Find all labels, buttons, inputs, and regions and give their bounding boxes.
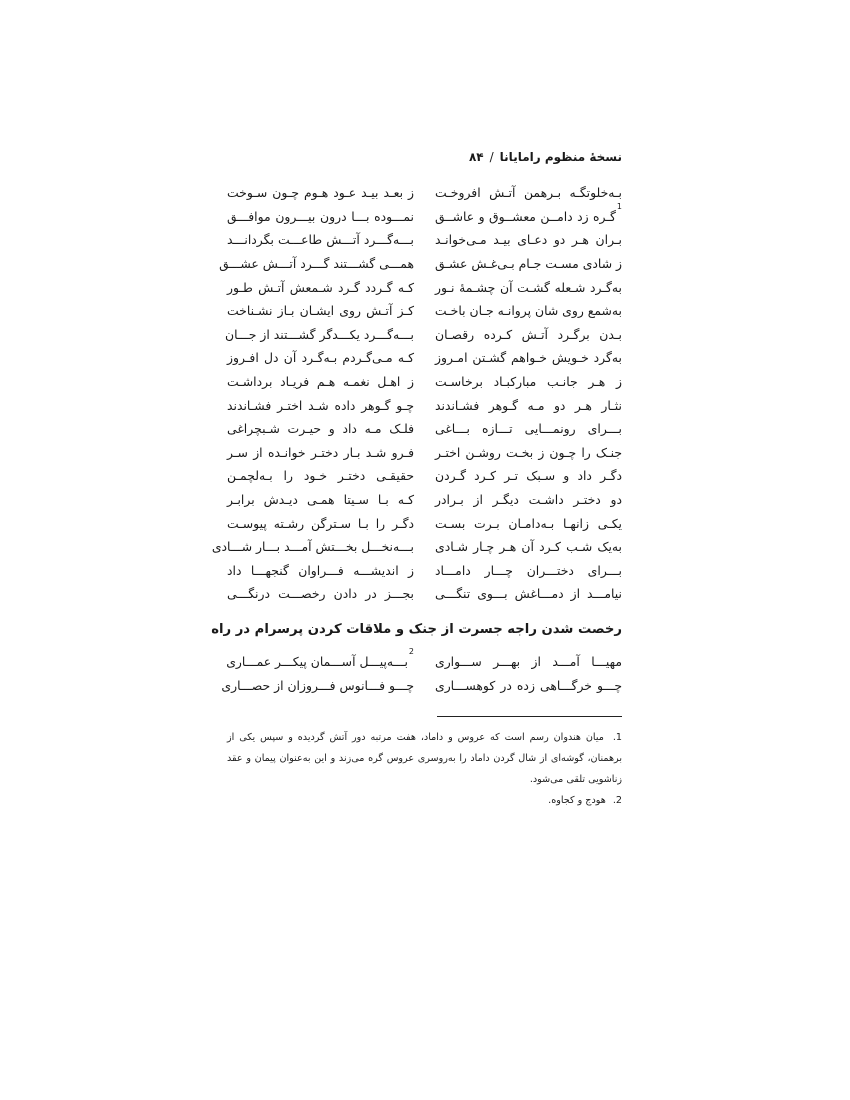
page-number: ۸۴ [468,150,484,164]
hemistich-left: همـــی گشـــتند گـــرد آتـــش عشـــق [219,256,414,272]
verse-block-2 [221,647,622,697]
couplet [227,393,622,417]
hemistich-left: ز اندیشـــه فـــراوان گنجهـــا داد [227,562,414,578]
hemistich-right: به‌گرد خـویش خـواهم گشـتن امـروز [435,350,622,366]
hemistich-right: مهیـــا آمـــد از بهـــر ســـواری [435,654,622,670]
hemistich-left: بـــه‌گـــرد یکـــدگر گشـــتند از جـــان [225,326,414,342]
hemistich-left: ز بعـد بیـد عـود هـوم چـون سـوخت [227,185,414,201]
hemistich-right: بـران هـر دو دعـای بیـد مـی‌خوانـد [435,232,622,248]
couplet [227,346,622,370]
hemistich-left: چـو گـوهر داده شـد اختـر فشـاندند [227,397,414,413]
hemistich-left: دگـر را بـا سـترگن رشـته پیوسـت [227,515,414,531]
couplet [227,228,622,252]
footnote-divider [437,716,622,717]
couplet [227,464,622,488]
hemistich-left: چـــو فـــانوس فـــروزان از حصـــاری [221,677,414,693]
hemistich-left [226,647,414,670]
hemistich-right: نیامـــد از دمـــاغش بـــوی تنگـــی [435,586,622,602]
hemistich-right: یکـی زانهـا بـه‌دامـان بـرت بسـت [435,515,622,531]
hemistich-right: بـه‌خلوتگـه بـرهمن آتـش افروخـت [435,185,622,201]
couplet [221,674,622,698]
footnote-text: میان هندوان رسم است که عروس و داماد، هفت مرتبه دور آتش گردیده و سپس یکی از برهمنان، گوشه‌ای از شال گردن داماد را به‌روسری عروس گره می‌زند و این به‌عنوان پیمان و عقد زناشویی تلقی می‌شود. [227,732,622,785]
hemistich-left: کـه بـا سـیتا همـی دیـدش برابـر [227,492,414,508]
hemistich-right: به‌شمع روی شان پروانـه جـان باخـت [434,303,622,319]
section-title: رخصت شدن راجه جسرت از جنک و ملاقات کردن پرسرام در راه [211,622,622,637]
couplet [227,441,622,465]
couplet [227,559,622,583]
couplet [227,275,622,299]
running-head [469,150,622,164]
hemistich-right: به‌یک شـب کـرد آن هـر چـار شـادی [435,539,622,555]
hemistich-right: دگـر داد و سـبک تـر کـرد گـردن [435,468,622,484]
footnote-text: هودج و کجاوه. [548,795,606,806]
couplet [227,181,622,205]
hemistich-left: نمـــوده بـــا درون بیـــرون موافـــق [227,208,414,224]
hemistich-right: ز شادی مسـت جـام بـی‌غـش عشـق [435,256,622,272]
footnote-ref: 1 [616,201,622,211]
hemistich-right: دو دختـر داشـت دیگـر از بـرادر [435,492,622,508]
hemistich-right: نثـار هـر دو مـه گـوهر فشـاندند [435,397,622,413]
hemistich-right [435,201,622,224]
footnote-1 [227,727,622,790]
hemistich-left: بـــه‌گـــرد آتـــش طاعـــت بگردانـــد [227,232,414,248]
footnote-number: 2. [612,795,622,806]
couplet [211,535,622,559]
hemistich-left: بـــه‌نخـــل بخـــتش آمـــد بـــار شـــادی [211,539,414,555]
couplet [227,488,622,512]
couplet [226,647,622,674]
hemistich-left: ز اهـل نغمـه هـم فریـاد برداشـت [227,374,414,390]
couplet [227,582,622,606]
footnote-2 [227,790,622,811]
hemistich-left: بجـــز در دادن رخصـــت درنگـــی [227,586,414,602]
hemistich-right: ز هـر جانـب مبارکبـاد برخاسـت [435,374,622,390]
couplet [219,252,622,276]
couplet [227,201,622,229]
hemistich-left: کـه مـی‌گـردم بـه‌گـرد آن دل افـروز [227,350,414,366]
couplet [227,370,622,394]
hemistich-right: چـــو خرگـــاهی زده در کوهســـاری [435,677,622,693]
hemistich-left: کـه گـردد گـرد شـمعش آتـش طـور [227,279,414,295]
couplet [227,511,622,535]
hemistich-right: به‌گـرد شـعله گشـت آن چشـمهٔ نـور [435,279,622,295]
verse-block-1 [211,181,622,606]
couplet [227,323,622,347]
hemistich-left: فـرو شـد بـار دختـر خوانـده از سـر [227,444,414,460]
hemistich-left-text: بـــه‌پیـــل آســـمان پیکـــر عمـــاری [226,654,408,670]
couplet [227,299,622,323]
hemistich-right: بـدن برگـرد آتـش کـرده رقصـان [435,326,622,342]
hemistich-left: کـز آتـش روی ایشـان بـاز نشـناخت [227,303,414,319]
couplet [227,417,622,441]
hemistich-left: حقیقـی دختـر خـود را بـه‌لچمـن [227,468,414,484]
hemistich-right: بـــرای دختـــران چـــار دامـــاد [435,562,622,578]
hemistich-right-text: گـره زد دامــن معشــوق و عاشــق [435,208,616,224]
hemistich-left: فلـک مـه داد و حیـرت شـبچراغی [227,421,414,437]
book-title: نسخهٔ منظوم رامایانا [499,150,622,164]
hemistich-right: بـــرای رونمـــایی تـــازه بـــاغی [435,421,622,437]
hemistich-right: جنـک را چـون ز بخـت روشـن اختـر [435,444,622,460]
footnotes [227,727,622,811]
footnote-ref: 2 [408,647,414,657]
header-separator: / [489,150,494,164]
footnote-number: 1. [612,732,622,743]
